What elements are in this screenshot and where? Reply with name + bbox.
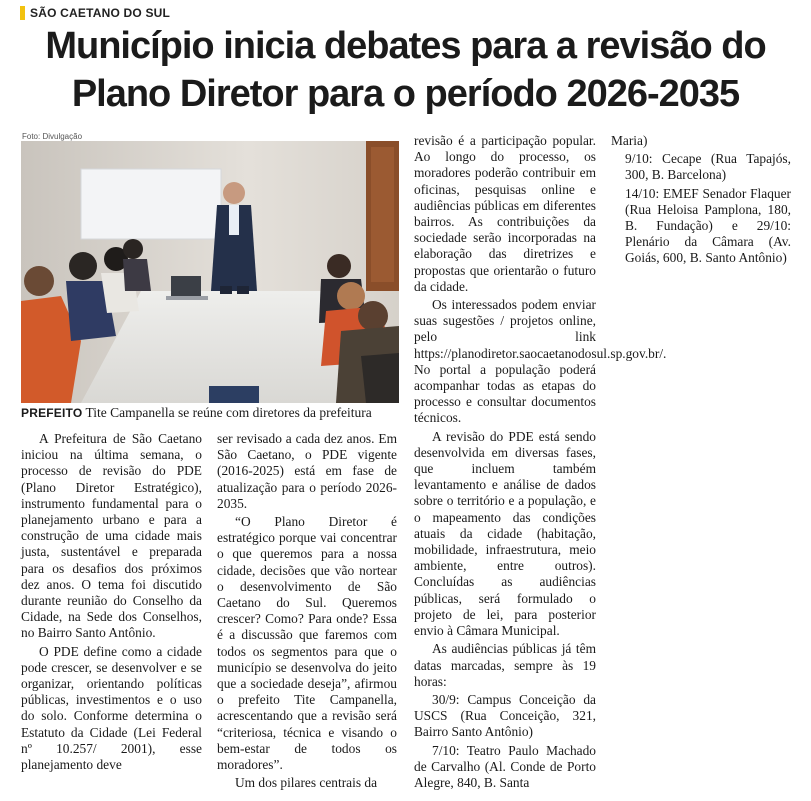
section-marker: [20, 6, 25, 20]
paragraph: As audiências públicas já têm datas marcadas, sempre às 19 horas:: [414, 641, 596, 689]
paragraph: Um dos pilares centrais da: [235, 775, 378, 791]
article-column-1: [21, 431, 202, 773]
photo-caption: [21, 405, 401, 421]
paragraph: revisão é a participação popular. Ao longo do processo, os moradores poderão contribuir em oficinas, pesquisas online e audiências públicas em diferentes bairros. As contribuições da sociedade serão incorporadas na elaboração das diretrizes e propostas que orientarão o futuro da cidade.: [414, 133, 596, 294]
article-column-2: [217, 431, 397, 791]
photo-credit: Foto: Divulgação: [22, 132, 83, 141]
paragraph: A Prefeitura de São Caetano iniciou na última semana, o processo de revisão do PDE (Plano Diretor Estratégico), instrumento fundamental para o planejamento urbano e para a construção de uma cidade mais justa, sustentável e preparada para os desafios dos próximos dez anos. O tema foi discutido durante reunião do Conselho da Cidade, na Sede dos Conselhos, no Bairro Santo Antônio.: [21, 431, 202, 641]
paragraph: 9/10: Cecape (Rua Tapajós, 300, B. Barcelona): [625, 151, 791, 183]
caption-text: Tite Campanella se reúne com diretores da prefeitura: [82, 405, 372, 420]
paragraph: 14/10: EMEF Senador Flaquer (Rua Heloisa Pamplona, 180, B. Fundação) e 29/10: Plenário da Câmara (Av. Goiás, 600, B. Santo Antônio): [625, 185, 791, 266]
paragraph: A revisão do PDE está sendo desenvolvida em diversas fases, que incluem também levantamento e análise de dados sobre o território e a população, e o mapeamento das condições atuais da cidade (habitação, mobilidade, infraestrutura, meio ambiente, entre outros). Concluídas as audiências públicas, será formulado o projeto de lei, para posterior envio à Câmara Municipal.: [414, 428, 596, 639]
paragraph: ser revisado a cada dez anos. Em São Caetano, o PDE vigente (2016-2025) está em fase de atualização para o período 2026-2035.: [217, 431, 397, 511]
section-label: SÃO CAETANO DO SUL: [30, 6, 171, 20]
paragraph: Os interessados podem enviar suas sugestões / projetos online, pelo link https://planodiretor.saocaetanodosul.sp.gov.br/. No portal a população poderá acompanhar todas as etapas do processo e consultar documentos técnicos.: [414, 297, 667, 426]
paragraph: 30/9: Campus Conceição da USCS (Rua Conceição, 321, Bairro Santo Antônio): [414, 691, 596, 740]
headline: Município inicia debates para a revisão do Plano Diretor para o período 2026-2035: [45, 25, 766, 115]
paragraph: O PDE define como a cidade pode crescer, se desenvolver e se organizar, orientando políticas públicas, investimentos e o uso do solo. Conforme determina o Estatuto da Cidade (Lei Federal nº 10.257/ 2001), esse planejamento deve: [21, 643, 202, 773]
paragraph: 7/10: Teatro Paulo Machado de Carvalho (Al. Conde de Porto Alegre, 840, B. Santa: [414, 742, 596, 790]
paragraph: Maria): [611, 133, 648, 148]
caption-label: PREFEITO: [21, 406, 83, 420]
paragraph: “O Plano Diretor é estratégico porque vai concentrar o que queremos para a nossa cidade, decisões que vão nortear o desenvolvimento de São Caetano do Sul. Queremos crescer? Como? Para onde? Essa é a discussão que faremos com todos os segmentos para que o município se desenvolva do jeito que a sociedade deseja”, afirmou o prefeito Tite Campanella, acrescentando que a revisão será “criteriosa, técnica e visando o bem-estar de todos os moradores”.: [217, 514, 397, 773]
article-photo: [21, 141, 399, 403]
article-column-4: [611, 133, 791, 267]
